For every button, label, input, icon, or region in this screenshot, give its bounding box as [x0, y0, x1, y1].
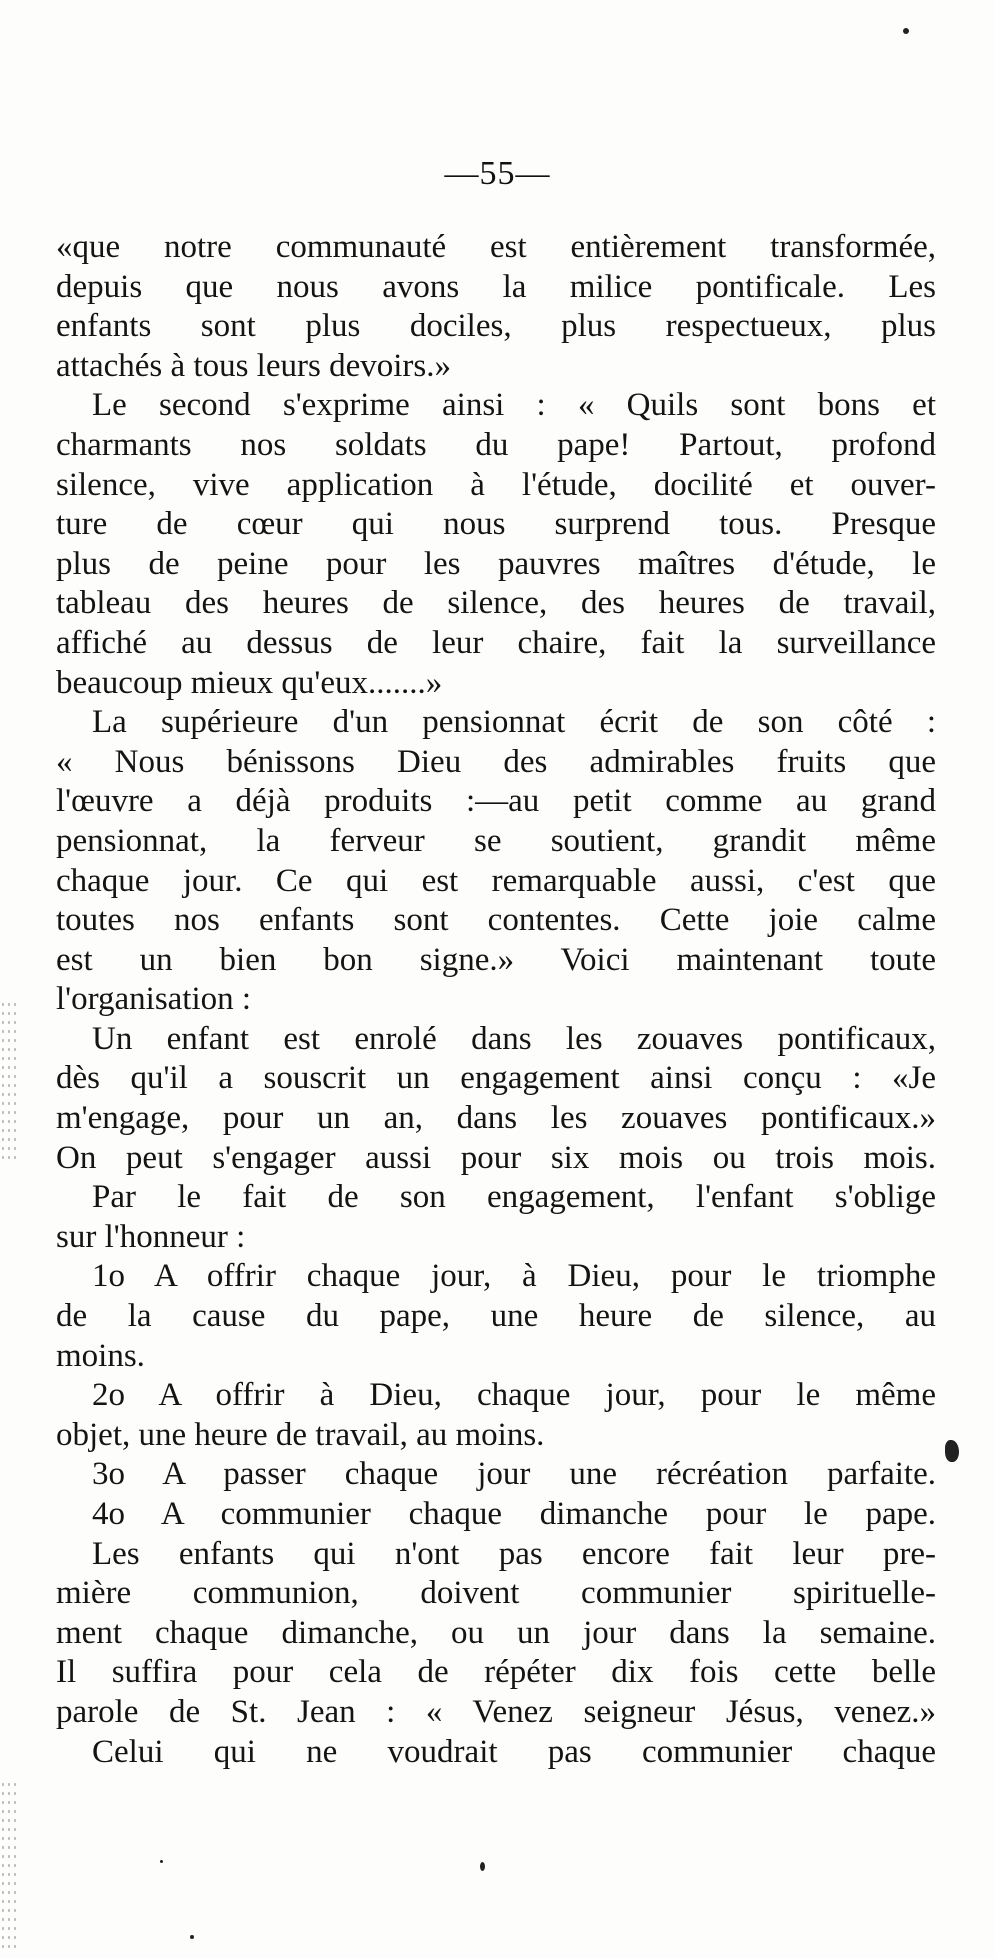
text-line: parole de St. Jean : « Venez seigneur Jésus, venez.» [56, 1693, 936, 1730]
ink-speck [190, 1935, 194, 1939]
text-line: Il suffira pour cela de répéter dix fois cette belle [56, 1654, 936, 1691]
text-line: tableau des heures de silence, des heures de travail, [56, 585, 936, 622]
text-line: dès qu'il a souscrit un engagement ainsi conçu : «Je [56, 1060, 936, 1097]
text-line: chaque jour. Ce qui est remarquable aussi, c'est que [56, 862, 936, 899]
text-line: Les enfants qui n'ont pas encore fait leur pre- [92, 1535, 936, 1572]
text-line: 4o A communier chaque dimanche pour le pape. [92, 1496, 936, 1532]
text-line: «que notre communauté est entièrement transformée, [56, 229, 936, 265]
text-line: l'œuvre a déjà produits :—au petit comme au grand [56, 783, 936, 820]
text-line: beaucoup mieux qu'eux.......» [56, 664, 443, 701]
ink-speck [903, 28, 909, 34]
text-line: Par le fait de son engagement, l'enfant s'oblige [92, 1179, 936, 1216]
text-line: enfants sont plus dociles, plus respectueux, plus [56, 308, 936, 345]
text-line: 1o A offrir chaque jour, à Dieu, pour le triomphe [92, 1258, 936, 1295]
text-line: 2o A offrir à Dieu, chaque jour, pour le même [92, 1377, 936, 1414]
text-line: 3o A passer chaque jour une récréation parfaite. [92, 1456, 936, 1493]
body-text [56, 228, 936, 1772]
text-line: « Nous bénissons Dieu des admirables fruits que [56, 743, 936, 780]
text-line: de la cause du pape, une heure de silence, au [56, 1298, 936, 1335]
text-line: depuis que nous avons la milice pontificale. Les [56, 268, 936, 305]
text-line: plus de peine pour les pauvres maîtres d'étude, le [56, 545, 936, 582]
text-line: silence, vive application à l'étude, docilité et ouver- [56, 466, 936, 503]
text-line: Le second s'exprime ainsi : « Quils sont bons et [92, 387, 936, 424]
text-line: moins. [56, 1337, 145, 1374]
ink-speck [160, 1860, 163, 1863]
text-line: affiché au dessus de leur chaire, fait la surveillance [56, 624, 936, 661]
text-line: mière communion, doivent communier spirituelle- [56, 1575, 936, 1612]
text-line: pensionnat, la ferveur se soutient, grandit même [56, 822, 936, 859]
left-margin-scan-noise [0, 1000, 18, 1160]
text-line: ment chaque dimanche, ou un jour dans la semaine. [56, 1614, 936, 1651]
text-line: toutes nos enfants sont contentes. Cette joie calme [56, 902, 936, 939]
text-line: objet, une heure de travail, au moins. [56, 1416, 545, 1453]
ink-speck [945, 1440, 959, 1462]
text-line: attachés à tous leurs devoirs.» [56, 347, 451, 384]
text-line: Celui qui ne voudrait pas communier chaque [92, 1733, 936, 1770]
left-margin-scan-noise [0, 1780, 18, 1950]
text-line: sur l'honneur : [56, 1218, 246, 1255]
text-line: ture de cœur qui nous surprend tous. Presque [56, 506, 936, 543]
text-line: La supérieure d'un pensionnat écrit de son côté : [92, 704, 936, 741]
text-line: Un enfant est enrolé dans les zouaves pontificaux, [92, 1020, 936, 1057]
page-number: —55— [444, 155, 551, 192]
text-line: m'engage, pour un an, dans les zouaves pontificaux.» [56, 1100, 936, 1137]
ink-speck [480, 1862, 485, 1871]
text-line: l'organisation : [56, 981, 252, 1018]
text-line: charmants nos soldats du pape! Partout, profond [56, 426, 936, 463]
text-line: est un bien bon signe.» Voici maintenant toute [56, 941, 936, 978]
text-line: On peut s'engager aussi pour six mois ou trois mois. [56, 1139, 936, 1176]
